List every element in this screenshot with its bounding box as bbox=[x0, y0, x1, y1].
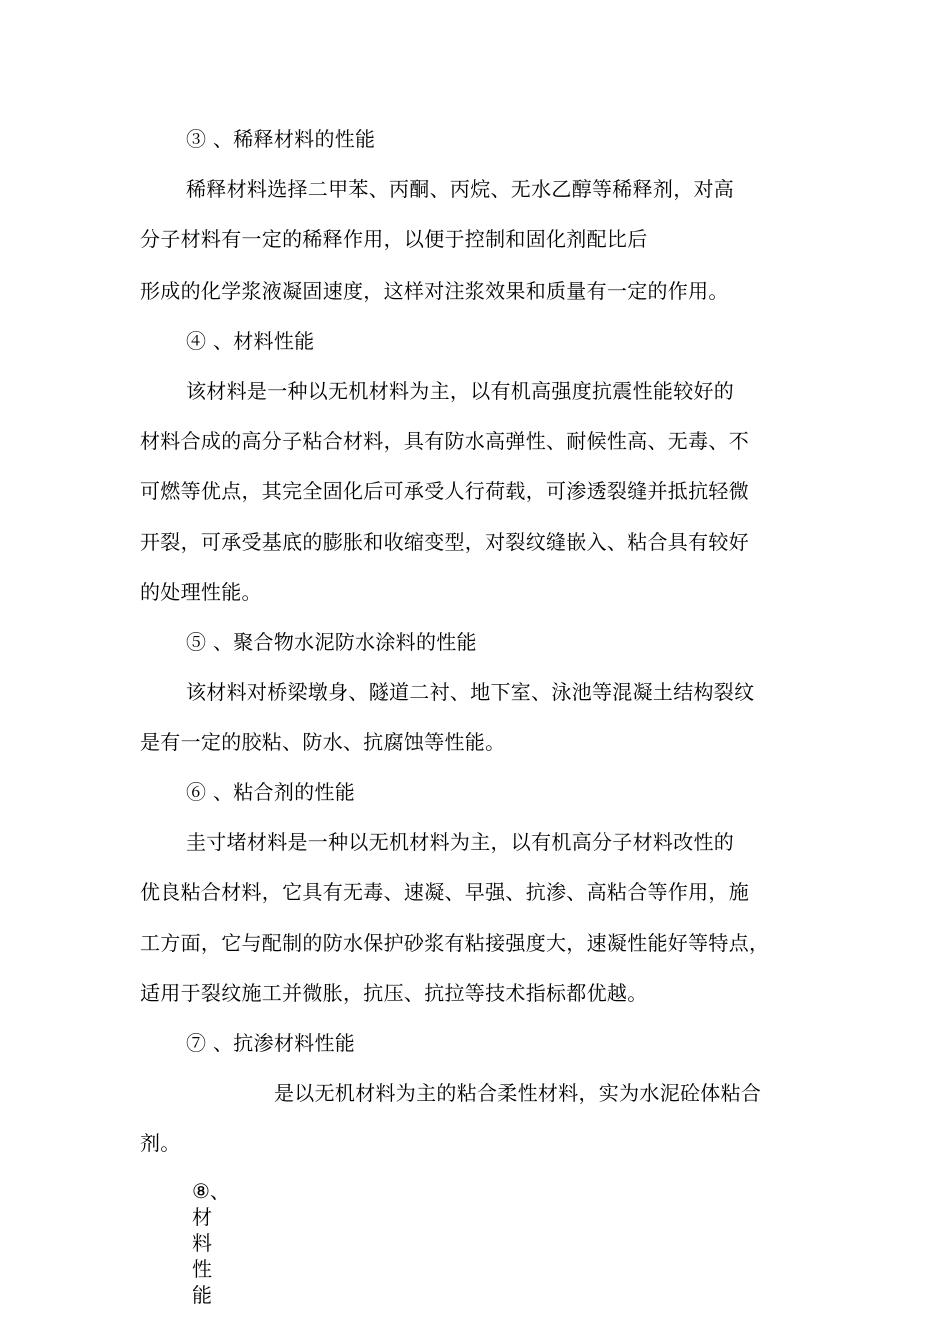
paragraph-line: 该材料是一种以无机材料为主，以有机高强度抗震性能较好的 bbox=[186, 379, 735, 403]
section-heading-8-vertical bbox=[192, 1178, 232, 1308]
section-heading-7: ⑦ 、抗渗材料性能 bbox=[186, 1031, 356, 1055]
paragraph-line: 工方面，它与配制的防水保护砂浆有粘接强度大，速凝性能好等特点， bbox=[140, 931, 770, 955]
paragraph-line: 该材料对桥梁墩身、隧道二衬、地下室、泳池等混凝土结构裂纹 bbox=[186, 680, 755, 704]
paragraph-line: 的处理性能。 bbox=[140, 580, 262, 604]
paragraph-line: 适用于裂纹施工并微胀，抗压、抗拉等技术指标都优越。 bbox=[140, 981, 648, 1005]
vertical-heading-char: ⑧、 bbox=[192, 1179, 230, 1203]
paragraph-line: 是有一定的胶粘、防水、抗腐蚀等性能。 bbox=[140, 730, 506, 754]
paragraph-line: 优良粘合材料，它具有无毒、速凝、早强、抗渗、高粘合等作用，施 bbox=[140, 880, 749, 904]
section-heading-6: ⑥ 、粘合剂的性能 bbox=[186, 780, 356, 804]
paragraph-line: 开裂，可承受基底的膨胀和收缩变型，对裂纹缝嵌入、粘合具有较好 bbox=[140, 530, 749, 554]
vertical-heading-char: 能 bbox=[192, 1283, 212, 1307]
paragraph-line: 可燃等优点，其完全固化后可承受人行荷载，可渗透裂缝并抵抗轻微 bbox=[140, 479, 749, 503]
section-heading-5: ⑤ 、聚合物水泥防水涂料的性能 bbox=[186, 630, 477, 654]
paragraph-line: 圭寸堵材料是一种以无机材料为主，以有机高分子材料改性的 bbox=[186, 830, 735, 854]
paragraph-line: 稀释材料选择二甲苯、丙酮、丙烷、无水乙醇等稀释剂，对高 bbox=[186, 177, 735, 201]
paragraph-line: 是以无机材料为主的粘合柔性材料，实为水泥砼体粘合 bbox=[274, 1081, 762, 1105]
vertical-heading-char: 性 bbox=[192, 1257, 212, 1281]
vertical-heading-char: 料 bbox=[192, 1231, 212, 1255]
paragraph-line: 分子材料有一定的稀释作用，以便于控制和固化剂配比后 bbox=[140, 227, 648, 251]
vertical-heading-char: 材 bbox=[192, 1205, 212, 1229]
paragraph-line: 材料合成的高分子粘合材料，具有防水高弹性、耐候性高、无毒、不 bbox=[140, 429, 749, 453]
paragraph-line: 形成的化学浆液凝固速度，这样对注浆效果和质量有一定的作用。 bbox=[140, 279, 729, 303]
section-heading-3: ③ 、稀释材料的性能 bbox=[186, 127, 376, 151]
section-heading-4: ④ 、材料性能 bbox=[186, 329, 315, 353]
paragraph-line: 剂。 bbox=[140, 1131, 181, 1155]
